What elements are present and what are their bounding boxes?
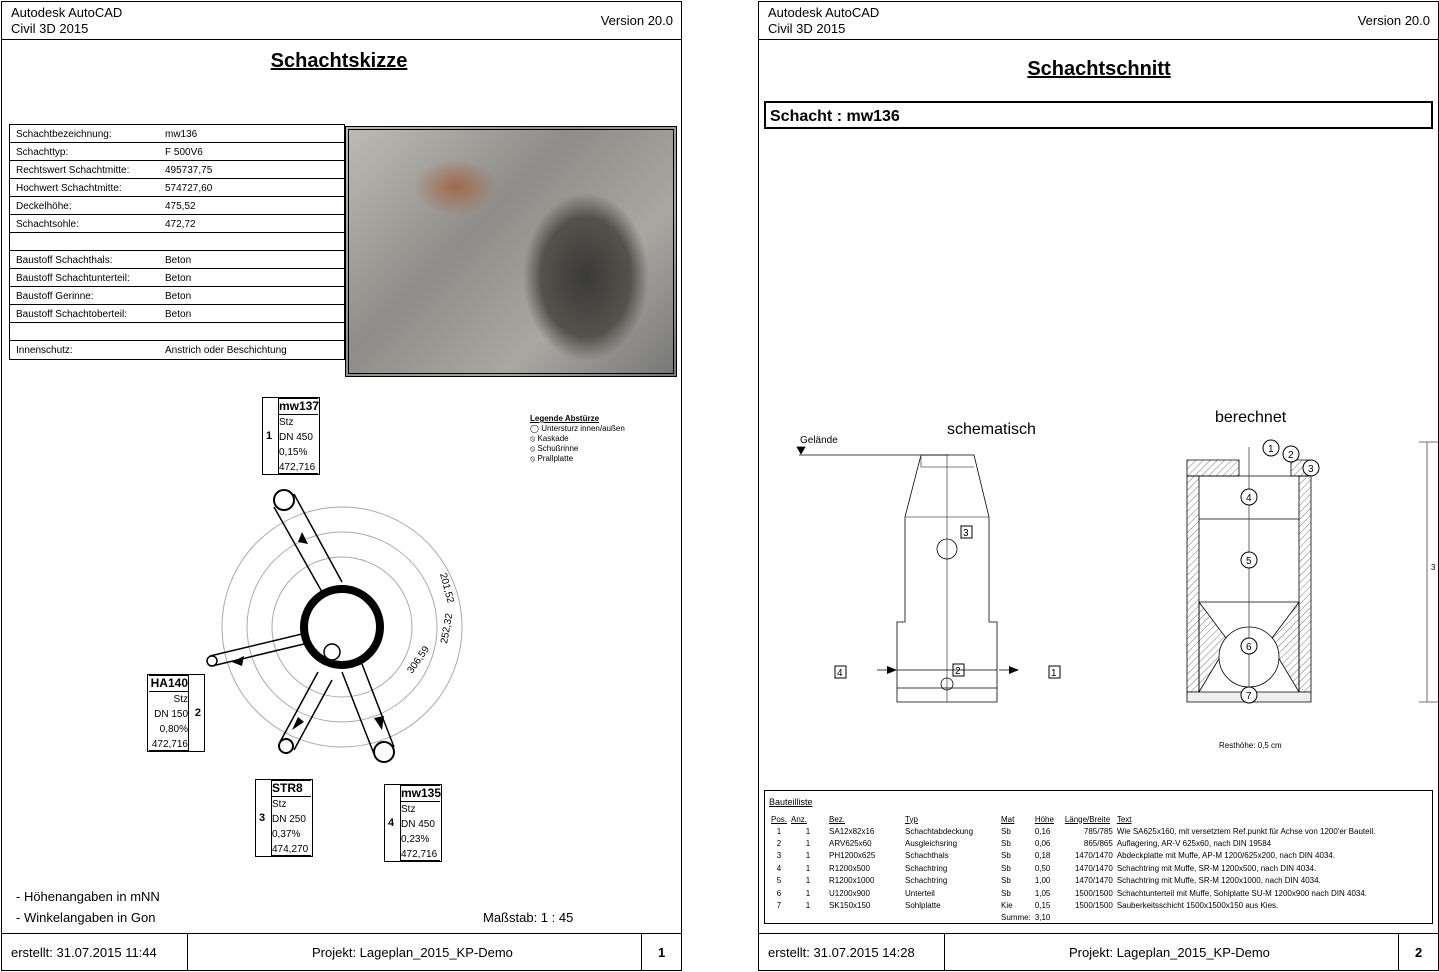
- pipe-box: [255, 779, 313, 857]
- parts-cell: Sb: [1001, 826, 1011, 836]
- parts-cell: 1: [805, 863, 811, 873]
- parts-cell: SK150x150: [829, 901, 871, 911]
- parts-header: Typ: [905, 814, 918, 824]
- angle-label: 306,59: [405, 644, 433, 676]
- shaft-name-box: Schacht : mw136: [764, 101, 1433, 129]
- pipe-height: 472,716: [279, 462, 316, 473]
- pipe-type: Stz: [401, 804, 416, 815]
- parts-cell: 1: [805, 876, 811, 886]
- pipe-type: Stz: [173, 694, 188, 705]
- pipe-number: 4: [388, 817, 395, 829]
- svg-text:2: 2: [955, 666, 961, 677]
- pipe-dn: DN 450: [401, 819, 435, 830]
- pipe-type: Stz: [272, 799, 287, 810]
- parts-cell: Schachtring mit Muffe, SR-M 1200x500, nach DIN 4034.: [1116, 863, 1317, 873]
- pipe-name: STR8: [272, 781, 311, 797]
- pipe-box: [384, 784, 442, 862]
- info-key: Rechtswert Schachtmitte:: [16, 165, 130, 176]
- parts-cell: 1470/1470: [1074, 863, 1113, 873]
- parts-cell: 1,00: [1034, 876, 1051, 886]
- pipe-name: mw135: [401, 786, 442, 800]
- sum-label: Summe:: [1001, 913, 1031, 923]
- parts-cell: 1: [805, 888, 811, 898]
- pipe-number: 2: [194, 707, 201, 719]
- project-name: Projekt: Lageplan_2015_KP-Demo: [1069, 945, 1270, 960]
- info-row: [10, 143, 344, 161]
- page-schachtschnitt: [758, 1, 1439, 971]
- page-number: 1: [658, 945, 666, 960]
- info-value: Beton: [165, 255, 192, 266]
- pipe-slope: 0,37%: [272, 829, 301, 840]
- created-date: erstellt: 31.07.2015 11:44: [11, 945, 157, 960]
- info-row: [10, 233, 344, 251]
- info-value: Anstrich oder Beschichtung: [165, 345, 287, 356]
- parts-cell: 6: [776, 888, 782, 898]
- info-row: [10, 197, 344, 215]
- info-value: 475,52: [165, 201, 196, 212]
- project-name: Projekt: Lageplan_2015_KP-Demo: [312, 945, 513, 960]
- parts-cell: 0,18: [1034, 851, 1051, 861]
- parts-cell: U1200x900: [829, 888, 870, 898]
- info-value: 495737,75: [165, 165, 213, 176]
- parts-cell: Schachtunterteil mit Muffe, Sohlplatte SU-M 1200x900 nach DIN 4034.: [1116, 888, 1368, 898]
- parts-cell: Sb: [1001, 876, 1011, 886]
- parts-cell: Abdeckplatte mit Muffe, AP-M 1200/625x200, nach DIN 4034.: [1116, 851, 1336, 861]
- pipe-name: HA140: [150, 676, 188, 690]
- version-label: Version 20.0: [600, 13, 673, 28]
- legend-item: ◯ Untersturz innen/außen: [530, 424, 625, 433]
- parts-cell: Wie SA625x160, mit versetztem Ref.punkt für Achse von 1200'er Bauteil.: [1116, 826, 1376, 836]
- page-footer: [759, 933, 1438, 970]
- parts-cell: Sb: [1001, 839, 1011, 849]
- info-row: [10, 251, 344, 269]
- parts-cell: 865/865: [1083, 839, 1113, 849]
- parts-cell: 0,06: [1034, 839, 1051, 849]
- page-footer: [2, 933, 681, 970]
- info-row: [10, 125, 344, 143]
- parts-cell: 2: [776, 839, 782, 849]
- parts-cell: 0,15: [1034, 901, 1051, 911]
- parts-list-title: Bauteilliste: [769, 797, 813, 807]
- app-name: Autodesk AutoCAD: [11, 5, 123, 20]
- page-title: Schachtschnitt: [1027, 58, 1171, 80]
- parts-row: [769, 887, 1377, 899]
- pipe-box: [147, 674, 205, 752]
- info-key: Innenschutz:: [16, 345, 73, 356]
- pipe-box: [262, 397, 320, 475]
- parts-cell: Sauberkeitsschicht 1500x1500x150 aus Kies.: [1116, 901, 1279, 911]
- parts-cell: Sohlplatte: [905, 901, 941, 911]
- page-header: [2, 2, 681, 40]
- info-value: 472,72: [165, 219, 196, 230]
- parts-list: [764, 790, 1433, 924]
- parts-cell: 1: [805, 839, 811, 849]
- info-row: [10, 323, 344, 341]
- info-row: [10, 269, 344, 287]
- parts-cell: Sb: [1001, 851, 1011, 861]
- parts-cell: SA12x82x16: [829, 826, 875, 836]
- position-number: 5: [1246, 556, 1252, 567]
- info-value: Beton: [165, 309, 192, 320]
- version-label: Version 20.0: [1357, 13, 1430, 28]
- parts-row: [769, 825, 1377, 837]
- info-value: 574727,60: [165, 183, 213, 194]
- note-heights: - Höhenangaben in mNN: [16, 889, 160, 904]
- parts-cell: PH1200x625: [829, 851, 876, 861]
- pipe-height: 474,270: [272, 844, 309, 855]
- page-header: [759, 2, 1438, 40]
- position-number: 1: [1268, 444, 1274, 455]
- parts-cell: 3: [776, 851, 782, 861]
- pipe-dn: DN 150: [154, 709, 188, 720]
- parts-header: Höhe: [1034, 814, 1054, 824]
- info-key: Baustoff Schachtoberteil:: [16, 309, 127, 320]
- parts-row: [769, 899, 1377, 911]
- info-row: [10, 215, 344, 233]
- parts-row: [769, 862, 1377, 874]
- parts-cell: 1500/1500: [1074, 901, 1113, 911]
- parts-cell: 1: [805, 851, 811, 861]
- parts-header: Text: [1116, 814, 1132, 824]
- shaft-section-drawing: [759, 402, 1439, 762]
- pipe-dn: DN 250: [272, 814, 306, 825]
- parts-cell: 1470/1470: [1074, 851, 1113, 861]
- pipe-height: 472,716: [151, 739, 188, 750]
- parts-header: Länge/Breite: [1064, 814, 1111, 824]
- pipe-number: 1: [266, 430, 273, 442]
- info-key: Deckelhöhe:: [16, 201, 72, 212]
- parts-cell: Schachtring: [905, 863, 948, 873]
- parts-cell: 7: [776, 901, 782, 911]
- info-value: mw136: [165, 129, 198, 140]
- svg-text:3: 3: [963, 528, 969, 539]
- pipe-number: 3: [259, 812, 266, 824]
- info-key: Baustoff Gerinne:: [16, 291, 94, 302]
- info-value: Beton: [165, 291, 192, 302]
- info-key: Schachtbezeichnung:: [16, 129, 112, 140]
- shaft-photo: [345, 126, 677, 377]
- parts-cell: 1: [805, 826, 811, 836]
- parts-cell: R1200x500: [829, 863, 870, 873]
- parts-cell: Sb: [1001, 888, 1011, 898]
- pipe-type: Stz: [279, 417, 294, 428]
- position-number: 4: [1246, 493, 1252, 504]
- parts-cell: Schachtring: [905, 876, 948, 886]
- sum-value: 3,10: [1034, 913, 1051, 923]
- parts-cell: 1: [805, 901, 811, 911]
- position-number: 6: [1246, 642, 1252, 653]
- position-number: 2: [1288, 450, 1294, 461]
- angle-label: 252,32: [439, 612, 456, 645]
- parts-header: Bez.: [829, 814, 846, 824]
- svg-text:4: 4: [837, 668, 843, 679]
- info-key: Baustoff Schachtunterteil:: [16, 273, 130, 284]
- parts-cell: Unterteil: [905, 888, 935, 898]
- parts-cell: R1200x1000: [829, 876, 875, 886]
- angle-label: 201,52: [437, 571, 456, 605]
- parts-row: [769, 850, 1377, 862]
- parts-cell: 4: [776, 863, 782, 873]
- parts-cell: 0,50: [1034, 863, 1051, 873]
- app-version-line: Civil 3D 2015: [11, 21, 89, 36]
- pipe-name: mw137: [279, 399, 320, 413]
- parts-cell: Auflagering, AR-V 625x60, nach DIN 19584: [1116, 839, 1272, 849]
- parts-cell: Schachtabdeckung: [905, 826, 974, 836]
- scale-label: Maßstab: 1 : 45: [483, 910, 574, 925]
- position-number: 7: [1246, 691, 1252, 702]
- note-angles: - Winkelangaben in Gon: [16, 910, 156, 925]
- info-row: [10, 287, 344, 305]
- parts-cell: 5: [776, 876, 782, 886]
- parts-cell: Schachtring mit Muffe, SR-M 1200x1000, nach DIN 4034.: [1116, 876, 1321, 886]
- parts-cell: Kie: [1001, 901, 1013, 911]
- parts-header: Pos.: [771, 814, 788, 824]
- page-schachtskizze: [1, 1, 682, 971]
- parts-table: [769, 813, 1377, 924]
- info-value: Beton: [165, 273, 192, 284]
- height-dimension: 3: [1431, 563, 1436, 572]
- info-value: F 500V6: [165, 147, 203, 158]
- rest-height: Resthöhe: 0,5 cm: [1219, 741, 1282, 750]
- pipe-slope: 0,15%: [279, 447, 308, 458]
- shaft-plan-diagram: [2, 382, 682, 862]
- app-name: Autodesk AutoCAD: [768, 5, 880, 20]
- parts-cell: 1500/1500: [1074, 888, 1113, 898]
- parts-row: [769, 875, 1377, 887]
- info-row: [10, 305, 344, 323]
- created-date: erstellt: 31.07.2015 14:28: [768, 945, 915, 960]
- parts-cell: 1470/1470: [1074, 876, 1113, 886]
- parts-cell: Sb: [1001, 863, 1011, 873]
- parts-header: Mat: [1001, 814, 1015, 824]
- computed-label: berechnet: [1215, 409, 1287, 426]
- parts-cell: Schachthals: [905, 851, 949, 861]
- app-version-line: Civil 3D 2015: [768, 21, 846, 36]
- legend-title: Legende Abstürze: [530, 414, 600, 423]
- parts-cell: ARV625x60: [829, 839, 872, 849]
- parts-cell: 785/785: [1083, 826, 1113, 836]
- legend-item: ⦸ Kaskade: [530, 434, 569, 443]
- page-number: 2: [1415, 945, 1423, 960]
- shaft-info-table: [9, 124, 345, 360]
- ground-label: Gelände: [800, 435, 838, 446]
- parts-header: Anz.: [791, 814, 808, 824]
- info-key: Schachttyp:: [16, 147, 69, 158]
- info-row: [10, 161, 344, 179]
- info-key: Schachtsohle:: [16, 219, 79, 230]
- pipe-slope: 0,23%: [401, 834, 430, 845]
- svg-text:1: 1: [1051, 668, 1057, 679]
- pipe-height: 472,716: [401, 849, 438, 860]
- info-row: [10, 179, 344, 197]
- parts-cell: 1,05: [1034, 888, 1051, 898]
- parts-cell: 1: [776, 826, 782, 836]
- parts-row: [769, 837, 1377, 849]
- pipe-dn: DN 450: [279, 432, 313, 443]
- info-row: [10, 341, 344, 359]
- parts-cell: Ausgleichsring: [905, 839, 958, 849]
- schematic-label: schematisch: [947, 421, 1036, 438]
- info-key: Baustoff Schachthals:: [16, 255, 113, 266]
- position-number: 3: [1308, 464, 1314, 475]
- parts-cell: 0,16: [1034, 826, 1051, 836]
- legend-item: ⦸ Schußrinne: [530, 444, 579, 453]
- legend-item: ⦸ Prallplatte: [530, 454, 574, 463]
- pipe-slope: 0,80%: [159, 724, 188, 735]
- info-key: Hochwert Schachtmitte:: [16, 183, 122, 194]
- page-title: Schachtskizze: [270, 50, 408, 72]
